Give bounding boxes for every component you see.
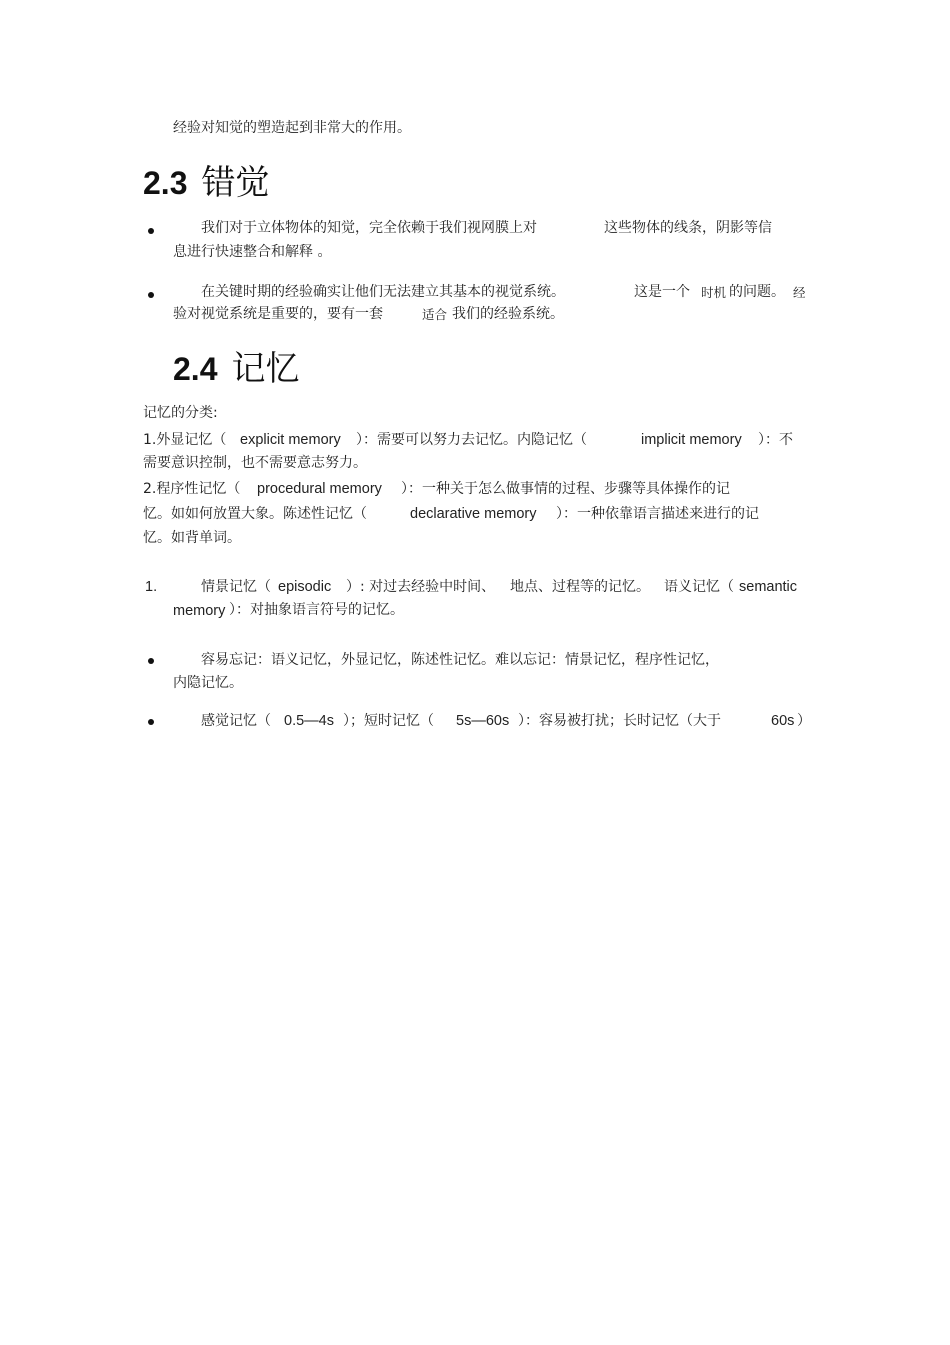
para-2-line-2b: declarative memory xyxy=(410,506,537,522)
para-2-line-2a: 忆。如如何放置大象。陈述性记忆（ xyxy=(143,506,367,522)
para-2-b: procedural memory xyxy=(257,481,382,497)
numbered-1-a: 情景记忆（ xyxy=(201,579,271,595)
section-number: 2.4 xyxy=(173,351,218,387)
para-1-c: ）：需要可以努力去记忆。内隐记忆（ xyxy=(356,432,587,448)
para-1-a: 1.外显记忆（ xyxy=(143,432,227,448)
bullet-4-a: 感觉记忆（ xyxy=(201,713,271,729)
numbered-1-f: semantic xyxy=(739,579,798,595)
bullet-2-line-2c: 我们的经验系统。 xyxy=(452,306,564,322)
bullet-2-line-2b: 适合 xyxy=(422,307,448,322)
bullet-3-line-1: 容易忘记：语义记忆，外显记忆，陈述性记忆。难以忘记：情景记忆，程序性记忆， xyxy=(201,652,719,668)
bullet-4-d: 5s—60s xyxy=(456,713,510,729)
bullet-icon xyxy=(148,658,154,664)
bullet-icon xyxy=(148,228,154,234)
numbered-1-c: ）: 对过去经验中时间、 xyxy=(346,579,496,595)
bullet-2-line-1b: 这是一个 xyxy=(634,284,690,300)
bullet-icon xyxy=(148,292,154,298)
intro-line: 经验对知觉的塑造起到非常大的作用。 xyxy=(173,120,411,136)
bullet-icon xyxy=(148,719,154,725)
section-heading-2-3 xyxy=(143,163,269,203)
para-1-d: implicit memory xyxy=(641,432,742,448)
numbered-1-b: episodic xyxy=(278,579,332,595)
bullet-2-line-1d: 的问题。 xyxy=(729,284,785,300)
numbered-1-e: 语义记忆（ xyxy=(664,579,734,595)
bullet-1-line-1b: 这些物体的线条，阴影等信 xyxy=(604,220,772,236)
bullet-2-line-1a: 在关键时期的经验确实让他们无法建立其基本的视觉系统。 xyxy=(201,284,565,300)
section-number: 2.3 xyxy=(143,165,188,201)
para-2-line-3: 忆。如背单词。 xyxy=(143,530,241,546)
bullet-2-line-1c: 时机 xyxy=(701,285,727,300)
bullet-2-line-1e: 经 xyxy=(793,285,806,300)
para-1-b: explicit memory xyxy=(240,432,341,448)
section-title: 记忆 xyxy=(231,349,300,389)
classification-label: 记忆的分类: xyxy=(143,405,218,421)
bullet-1-line-1a: 我们对于立体物体的知觉，完全依赖于我们视网膜上对 xyxy=(201,220,537,236)
numbered-1-line-2b: ）：对抽象语言符号的记忆。 xyxy=(229,602,404,618)
bullet-2-line-2a: 验对视觉系统是重要的，要有一套 xyxy=(173,306,383,322)
para-2-a: 2.程序性记忆（ xyxy=(143,481,241,497)
bullet-4-e: ）：容易被打扰；长时记忆（大于 xyxy=(518,713,721,729)
section-title: 错觉 xyxy=(201,163,270,203)
para-2-c: ）：一种关于怎么做事情的过程、步骤等具体操作的记 xyxy=(401,481,730,497)
numbered-1-line-2a: memory xyxy=(173,603,226,619)
bullet-3-line-2: 内隐记忆。 xyxy=(173,675,243,691)
bullet-4-b: 0.5—4s xyxy=(284,713,334,729)
numbered-item-marker: 1. xyxy=(145,579,158,595)
para-2-line-2c: ）：一种依靠语言描述来进行的记 xyxy=(556,506,759,522)
section-heading-2-4 xyxy=(173,349,299,389)
bullet-4-c: ）；短时记忆（ xyxy=(343,713,434,729)
numbered-1-d: 地点、过程等的记忆。 xyxy=(510,579,650,595)
para-1-line-2: 需要意识控制，也不需要意志努力。 xyxy=(143,455,367,471)
bullet-4-g: ） xyxy=(797,713,811,729)
bullet-1-line-2: 息进行快速整合和解释 。 xyxy=(173,244,332,260)
para-1-e: ）：不 xyxy=(758,432,793,448)
bullet-4-f: 60s xyxy=(771,713,795,729)
